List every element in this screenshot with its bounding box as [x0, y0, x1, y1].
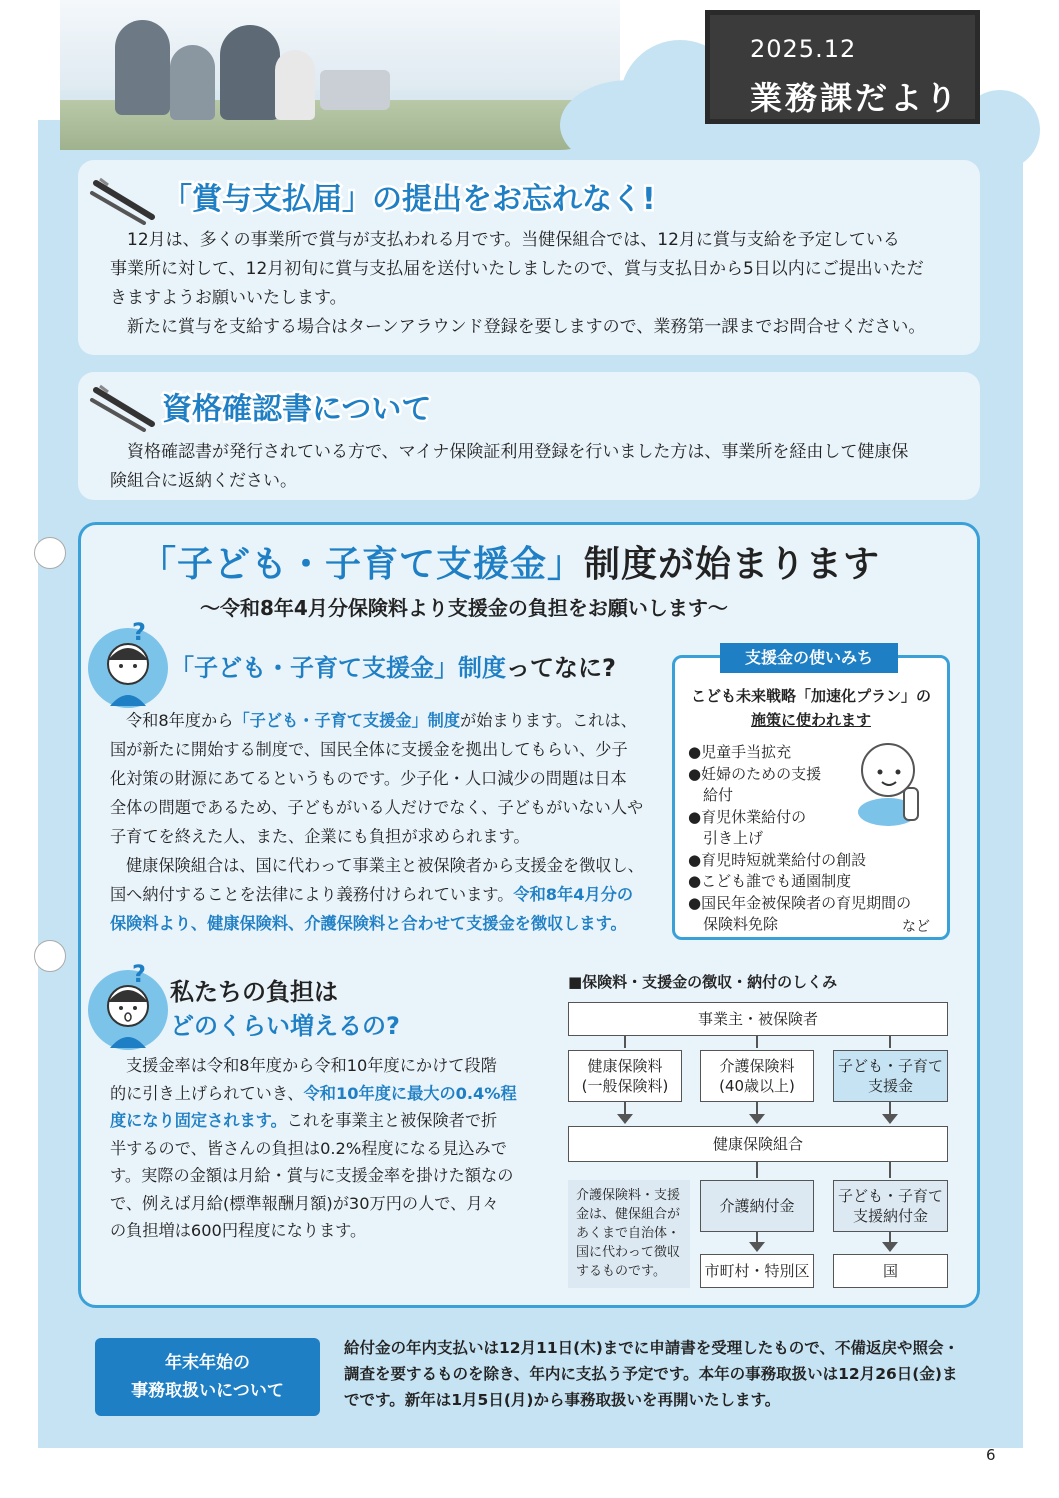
list-item: ●こども誰でも通園制度 — [688, 872, 852, 890]
header-photo — [60, 0, 620, 150]
pen-icon — [88, 382, 160, 432]
page-number: 6 — [986, 1446, 996, 1464]
feature-title: 「子ども・子育て支援金」制度が始まります — [140, 544, 881, 585]
question-mark-icon: ? — [132, 960, 146, 988]
flow-support-fund: 子ども・子育て 支援金 — [833, 1050, 948, 1102]
question-mark-icon: ? — [132, 618, 146, 646]
flow-care-payment: 介護納付金 — [700, 1180, 814, 1232]
pen-icon — [88, 175, 160, 225]
punch-hole — [34, 537, 66, 569]
baby-icon — [848, 738, 934, 828]
notice-body-certificate: 資格確認書が発行されている方で、マイナ保険証利用登録を行いました方は、事業所を経由して健康保 険組合に返納ください。 — [110, 442, 909, 491]
section2-title: 私たちの負担は どのくらい増えるの? — [170, 978, 400, 1040]
flow-health-premium: 健康保険料 (一般保険料) — [568, 1050, 682, 1102]
flow-health-union: 健康保険組合 — [568, 1126, 948, 1162]
list-item: ●妊婦のための支援 — [688, 764, 822, 783]
header-board — [705, 10, 980, 124]
flow-employer-insured: 事業主・被保険者 — [568, 1002, 948, 1036]
yearend-text: 給付金の年内支払いは12月11日(木)までに申請書を受理したもので、不備返戻や照会・調査を要するものを除き、年内に支払う予定です。本年の事務取扱いは12月26日(金)までです。新年は1月5日(月)から事務取扱いを再開いたします。 — [344, 1339, 960, 1409]
notice-title-certificate: 資格確認書について — [162, 392, 432, 427]
usage-etc: など — [902, 919, 930, 935]
worried-person-icon — [88, 970, 168, 1050]
list-item: 引き上げ — [688, 829, 764, 847]
usage-heading: こども未来戦略「加速化プラン」の 施策に使われます — [690, 687, 931, 729]
issue-date: 2025.12 — [750, 35, 857, 63]
flow-note: 介護保険料・支援金は、健保組合があくまで自治体・国に代わって徴収するものです。 — [568, 1180, 690, 1288]
notice-body-bonus: 12月は、多くの事業所で賞与が支払われる月です。当健保組合では、12月に賞与支給を予定している 事業所に対して、12月初旬に賞与支払届を送付いたしましたので、賞与支払日から5日以内にご提出いただ きますようお願いいたします。 新たに賞与を支給する場合はターンアラウンド登録を要しますので、業務第一課までお問合せください。 — [110, 230, 926, 337]
flow-title: ■保険料・支援金の徴収・納付のしくみ — [568, 973, 838, 991]
section1-body: 令和8年度から「子ども・子育て支援金」制度が始まります。これは、 国が新たに開始する制度で、国民全体に支援金を拠出してもらい、少子 化対策の財源にあてるというものです。少子化・人口減少の問題は日本 全体の問題であるため、子どもがいる人だけでなく、子どもがいない人や 子育てを終えた人、また、企業にも負担が求められます。 健康保険組合は、国に代わって事業主と被保険者から支援金を徴収し、 国へ納付することを法律により義務付けられています。令和8年4月分の 保険料より、健康保険料、介護保険料と合わせて支援金を徴収します。 — [110, 711, 644, 933]
list-item: ●国民年金被保険者の育児期間の — [688, 893, 912, 912]
yearend-label: 年末年始の 事務取扱いについて — [95, 1338, 320, 1416]
newsletter-title: 業務課だより — [750, 79, 961, 117]
list-item: ●育児時短就業給付の創設 — [688, 850, 867, 869]
section1-title: 「子ども・子育て支援金」制度ってなに? — [170, 654, 616, 682]
feature-subtitle: ～令和8年4月分保険料より支援金の負担をお願いします～ — [200, 596, 728, 620]
list-item: ●育児休業給付の — [688, 807, 807, 826]
list-item: 保険料免除 — [688, 915, 779, 933]
flow-care-premium: 介護保険料 (40歳以上) — [700, 1050, 814, 1102]
list-item: ●児童手当拡充 — [688, 743, 792, 761]
flow-nation: 国 — [833, 1254, 948, 1288]
list-item: 給付 — [688, 786, 734, 804]
flow-support-payment: 子ども・子育て 支援納付金 — [833, 1180, 948, 1232]
notice-title-bonus: 「賞与支払届」の提出をお忘れなく! — [162, 182, 656, 217]
punch-hole — [34, 940, 66, 972]
flow-municipality: 市町村・特別区 — [700, 1254, 814, 1288]
thinking-person-icon — [88, 628, 168, 708]
section2-body: 支援金率は令和8年度から令和10年度にかけて段階 的に引き上げられていき、令和10年度に最大の0.4%程 度になり固定されます。これを事業主と被保険者で折 半するので、皆さんの負担は0.2%程度になる見込みで す。実際の金額は月給・賞与に支援金率を掛けた額なの で、例えば月給(標準報酬月額)が30万円の人で、月々 の負担増は600円程度になります。 — [110, 1056, 517, 1240]
usage-tab: 支援金の使いみち — [720, 643, 898, 673]
